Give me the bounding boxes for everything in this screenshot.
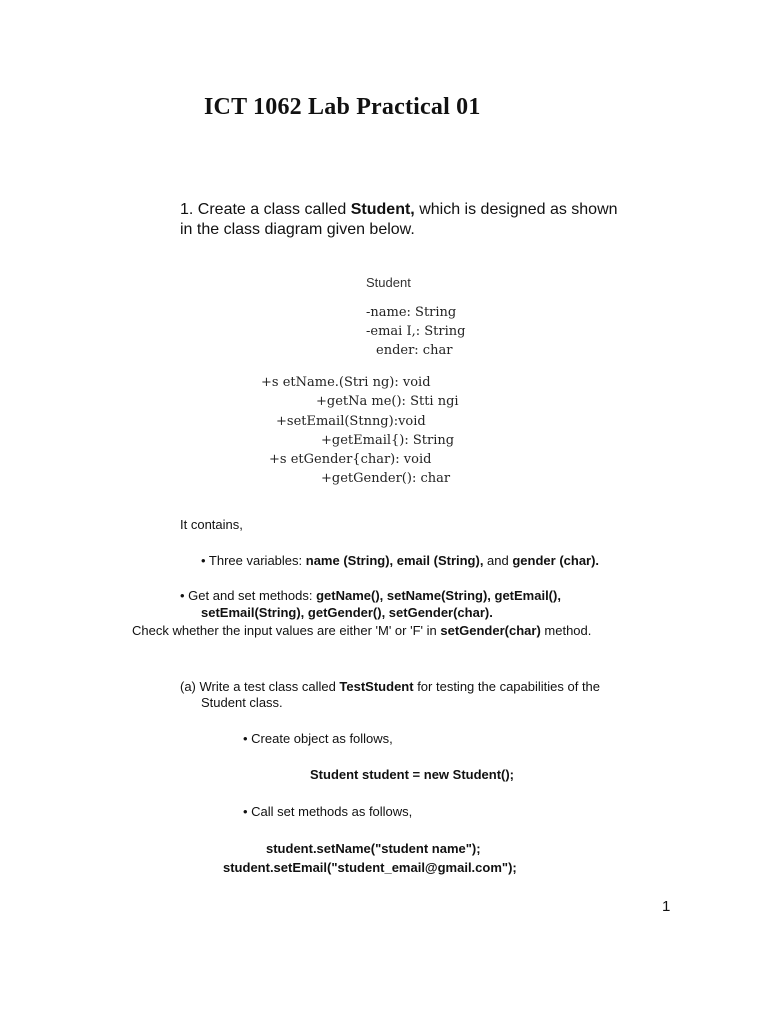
question-1-line-2: in the class diagram given below. [180, 221, 415, 238]
diagram-method: +s etGender{char): void [269, 452, 432, 467]
variables-prefix: • Three variables: [201, 553, 306, 568]
question-1-suffix: which is designed as shown [414, 201, 618, 218]
methods-bold-2: setEmail(String), getGender(), setGender(char). [201, 605, 493, 620]
contains-label: It contains, [180, 517, 243, 532]
question-1-class-name: Student, [350, 201, 415, 218]
part-a-prefix: (a) Write a test class called [180, 679, 340, 694]
variables-mid: and [483, 553, 513, 568]
diagram-method: +s etName.(Stri ng): void [261, 375, 431, 390]
question-1-prefix: 1. Create a class called [180, 201, 351, 218]
code-line: student.setEmail("student_email@gmail.com"); [223, 860, 517, 875]
check-suffix: method. [540, 623, 592, 638]
diagram-attribute: ender: char [376, 343, 453, 358]
check-prefix: Check whether the input values are either 'M' or 'F' in [132, 623, 441, 638]
variables-line [201, 553, 599, 568]
part-a-line-2: Student class. [201, 695, 283, 710]
methods-line-2 [201, 605, 493, 620]
part-a-bold: TestStudent [339, 679, 414, 694]
variables-bold-1: name (String), email (String), [305, 553, 484, 568]
question-1 [180, 200, 618, 240]
part-a [180, 679, 600, 694]
methods-line [180, 588, 561, 603]
variables-bold-2: gender (char). [512, 553, 600, 568]
diagram-method: +getGender(): char [321, 471, 451, 486]
call-set-label: • Call set methods as follows, [243, 804, 413, 819]
create-object-code: Student student = new Student(); [310, 767, 515, 782]
diagram-attribute: -name: String [366, 305, 457, 320]
class-diagram-title: Student [366, 275, 411, 290]
methods-prefix: • Get and set methods: [180, 588, 317, 603]
code-line: student.setName("student name"); [266, 841, 481, 856]
diagram-method: +getEmail{): String [321, 433, 455, 448]
page-title: ICT 1062 Lab Practical 01 [204, 94, 481, 120]
diagram-method: +getNa me(): Stti ngi [316, 394, 459, 409]
check-line [132, 623, 591, 638]
diagram-attribute: -emai I,: String [366, 324, 466, 339]
check-bold: setGender(char) [440, 623, 541, 638]
diagram-method: +setEmail(Stnng):void [276, 414, 426, 429]
page-number: 1 [662, 898, 671, 915]
methods-bold-1: getName(), setName(String), getEmail(), [316, 588, 561, 603]
part-a-suffix: for testing the capabilities of the [413, 679, 601, 694]
create-object-label: • Create object as follows, [243, 731, 393, 746]
